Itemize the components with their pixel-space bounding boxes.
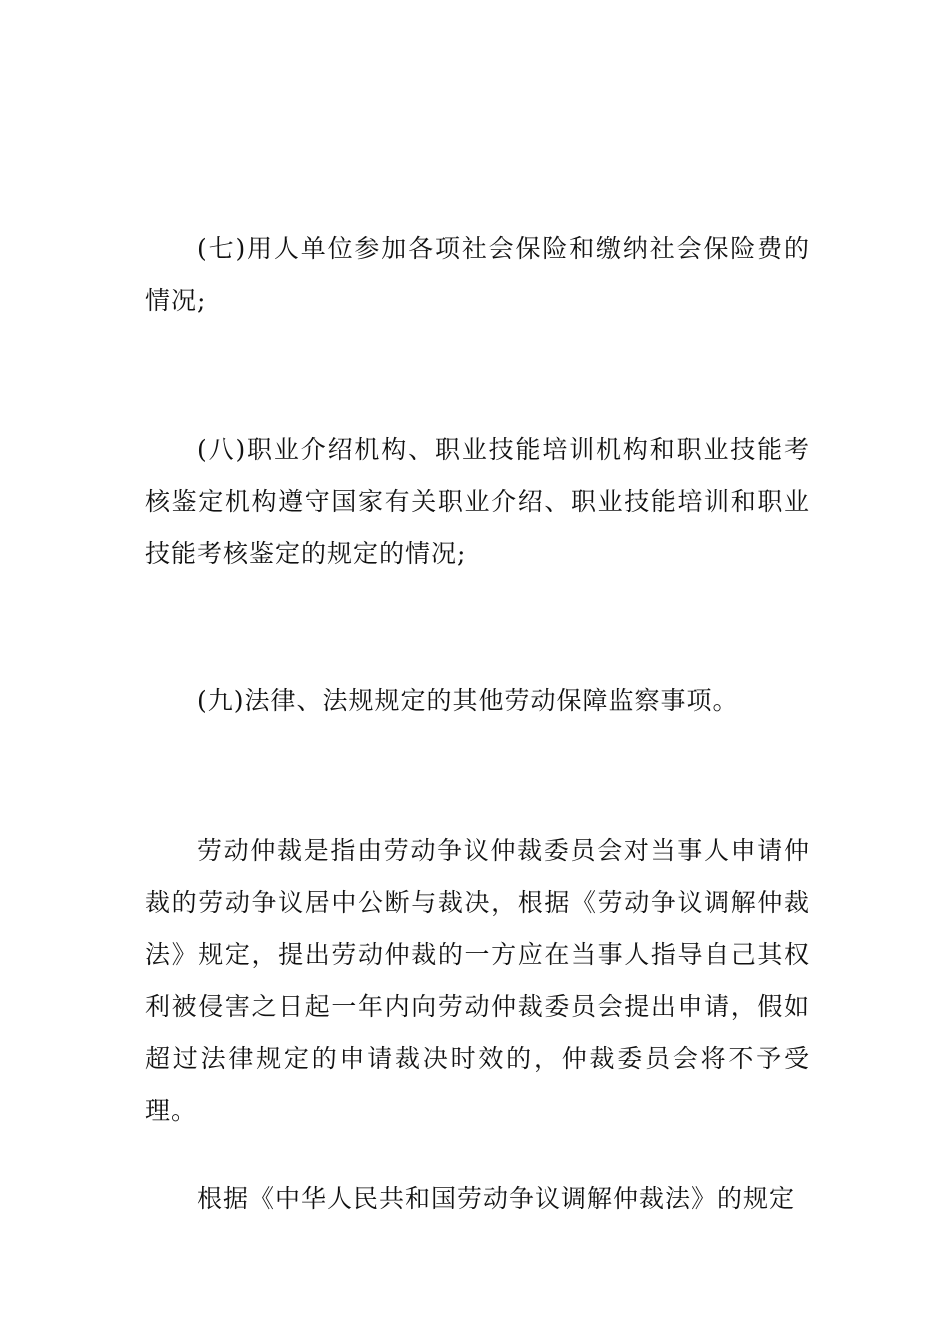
- paragraph-item-8: (八)职业介绍机构、职业技能培训机构和职业技能考核鉴定机构遵守国家有关职业介绍、职业技能培训和职业技能考核鉴定的规定的情况;: [145, 435, 810, 568]
- paragraph-item-7: (七)用人单位参加各项社会保险和缴纳社会保险费的情况;: [145, 234, 810, 315]
- paragraph-item-9: (九)法律、法规规定的其他劳动保障监察事项。: [197, 686, 739, 715]
- paragraph-labor-arbitration: 劳动仲裁是指由劳动争议仲裁委员会对当事人申请仲裁的劳动争议居中公断与裁决，根据《劳动争议调解仲裁法》规定，提出劳动仲裁的一方应在当事人指导自己其权利被侵害之日起一年内向劳动仲裁委员会提出申请，假如超过法律规定的申请裁决时效的，仲裁委员会将不予受理。: [145, 836, 810, 1125]
- paragraph-law-reference: 根据《中华人民共和国劳动争议调解仲裁法》的规定: [197, 1184, 796, 1213]
